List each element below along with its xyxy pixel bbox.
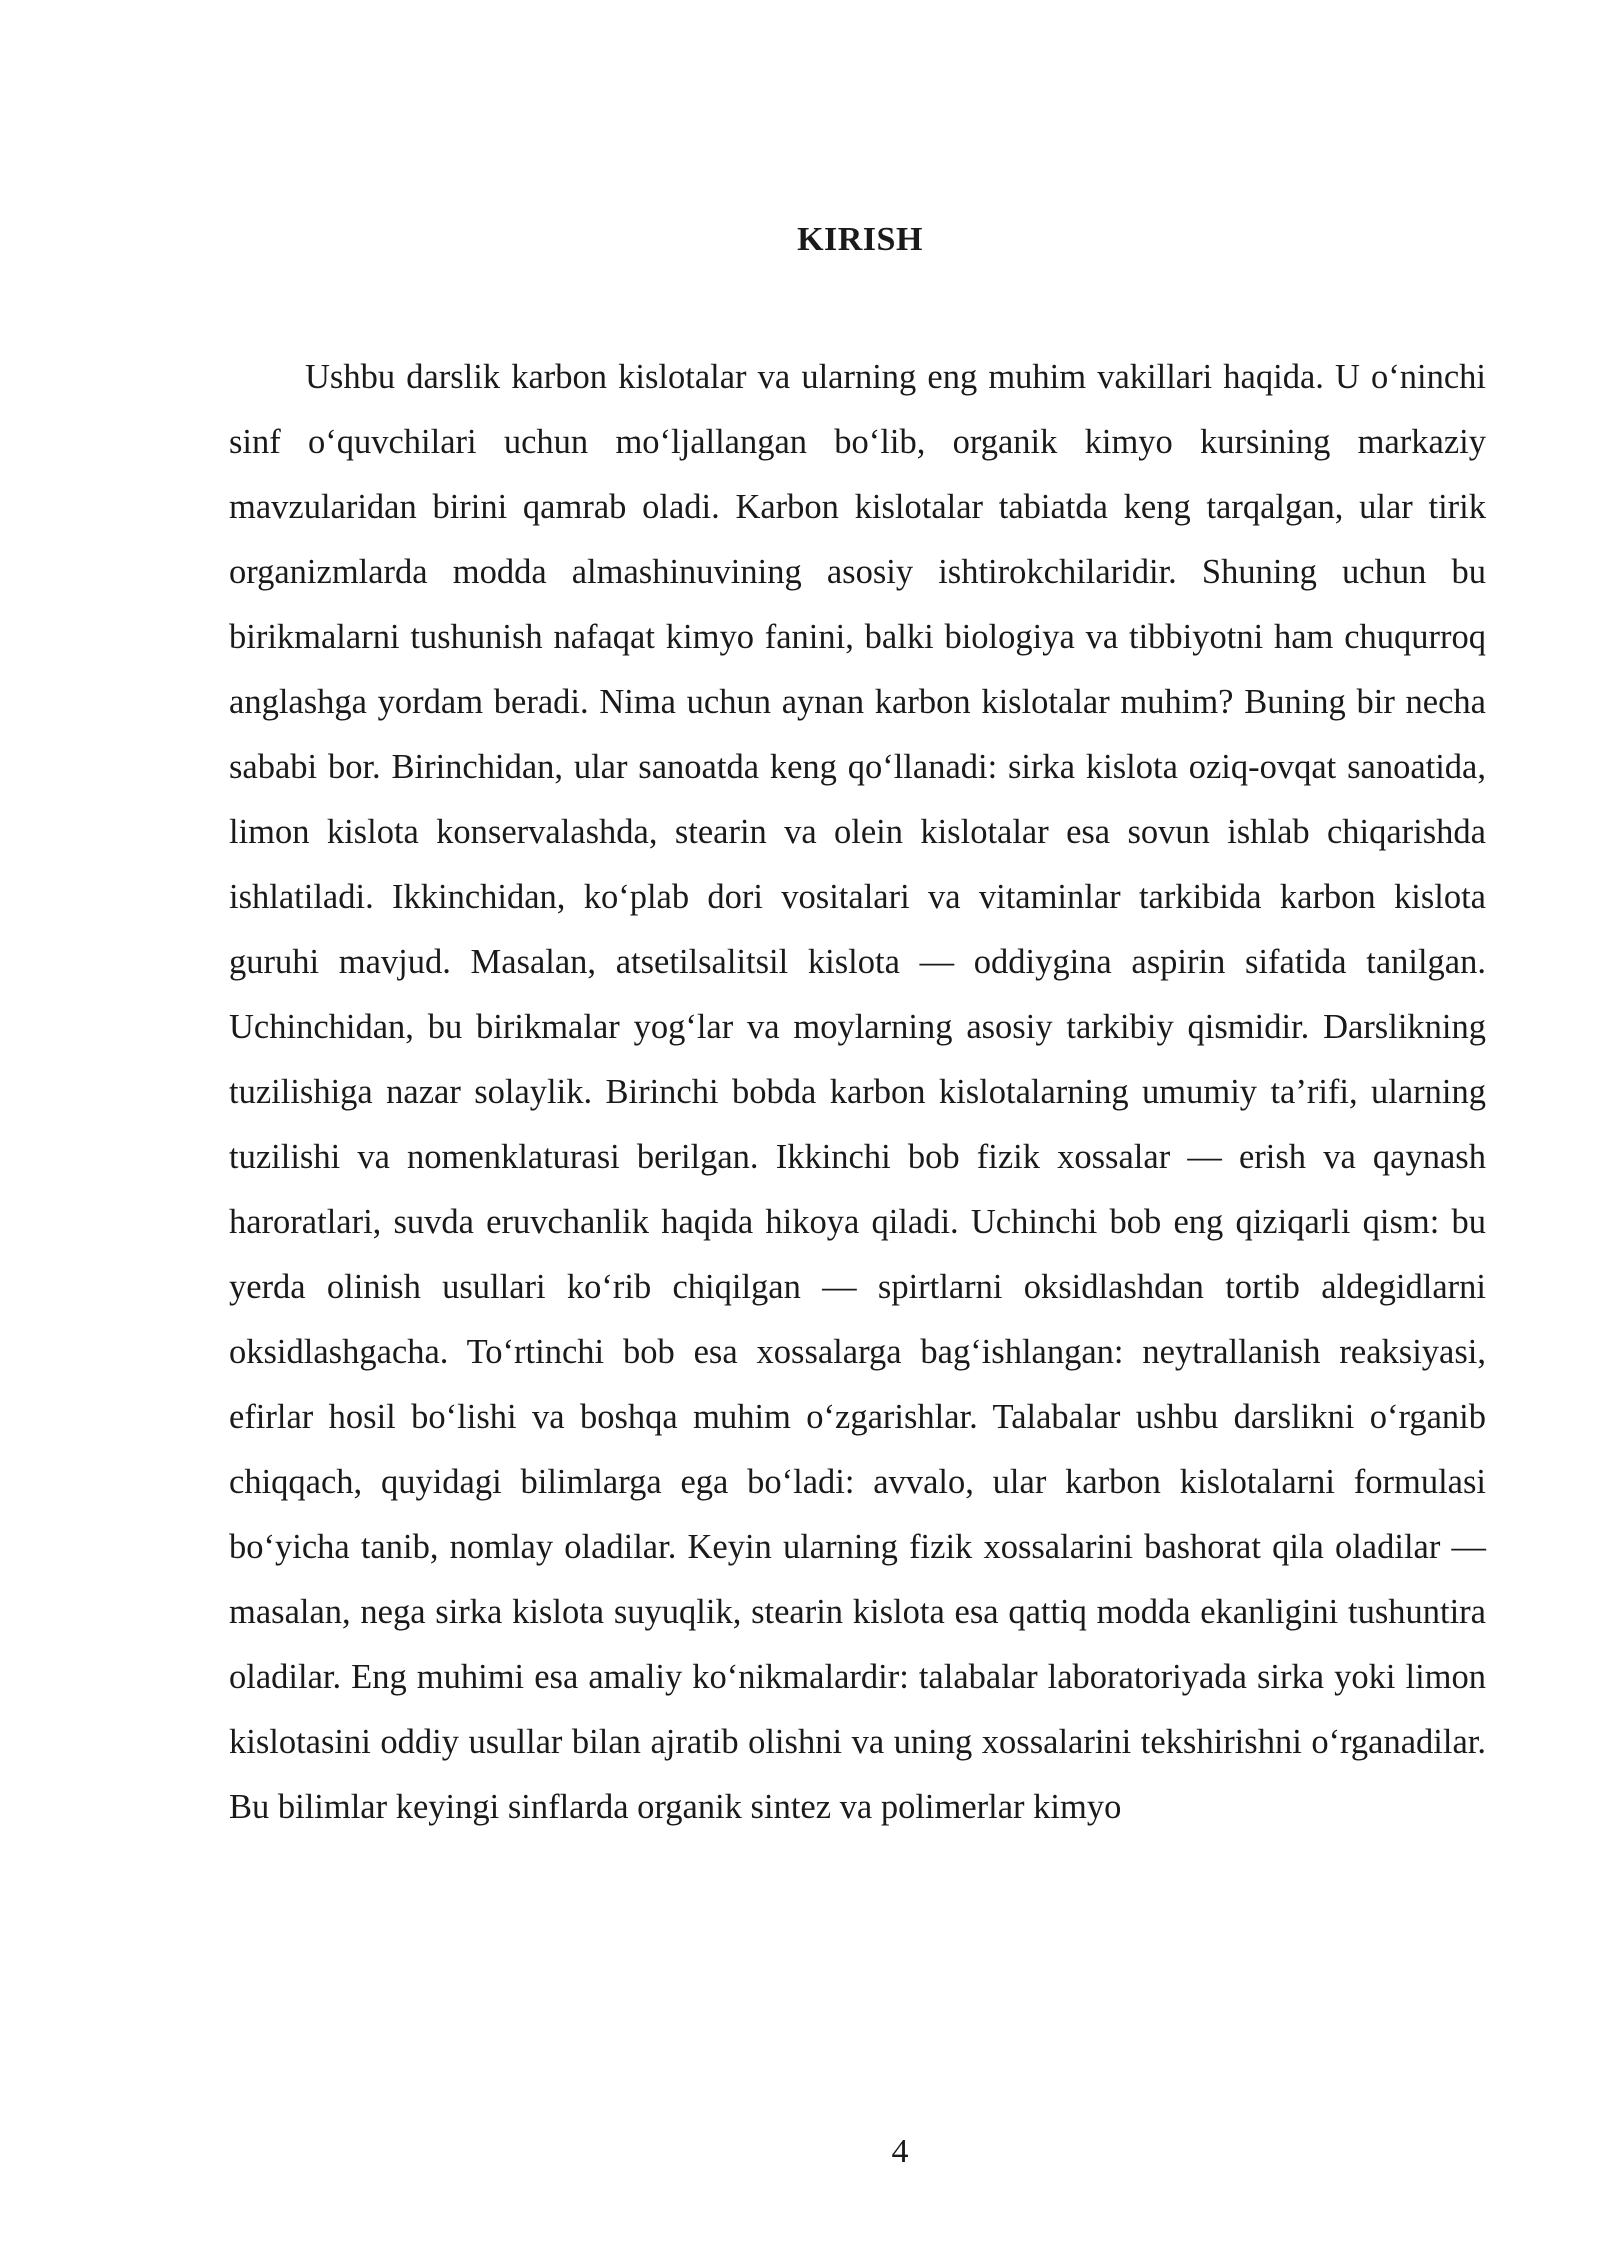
page-number: 4 (891, 2133, 909, 2170)
page-title: KIRISH (797, 221, 923, 258)
body-paragraph: Ushbu darslik karbon kislotalar va ularning eng muhim vakillari haqida. U o‘ninchi sinf o‘quvchilari uchun mo‘ljallangan bo‘lib, organik kimyo kursining markaziy mavzularidan birini qamrab oladi. Karbon kislotalar tabiatda keng tarqalgan, ular tirik organizmlarda modda almashinuvining asosiy ishtirokchilaridir. Shuning uchun bu birikmalarni tushunish nafaqat kimyo fanini, balki biologiya va tibbiyotni ham chuqurroq anglashga yordam beradi. Nima uchun aynan karbon kislotalar muhim? Buning bir necha sababi bor. Birinchidan, ular sanoatda keng qo‘llanadi: sirka kislota oziq-ovqat sanoatida, limon kislota konservalashda, stearin va olein kislotalar esa sovun ishlab chiqarishda ishlatiladi. Ikkinchidan, ko‘plab dori vositalari va vitaminlar tarkibida karbon kislota guruhi mavjud. Masalan, atsetilsalitsil kislota — oddiygina aspirin sifatida tanilgan. Uchinchidan, bu birikmalar yog‘lar va moylarning asosiy tarkibiy qismidir. Darslikning tuzilishiga nazar solaylik. Birinchi bobda karbon kislotalarning umumiy ta’rifi, ularning tuzilishi va nomenklaturasi berilgan. Ikkinchi bob fizik xossalar — erish va qaynash haroratlari, suvda eruvchanlik haqida hikoya qiladi. Uchinchi bob eng qiziqarli qism: bu yerda olinish usullari ko‘rib chiqilgan — spirtlarni oksidlashdan tortib aldegidlarni oksidlashgacha. To‘rtinchi bob esa xossalarga bag‘ishlangan: neytrallanish reaksiyasi, efirlar hosil bo‘lishi va boshqa muhim o‘zgarishlar. Talabalar ushbu darslikni o‘rganib chiqqach, quyidagi bilimlarga ega bo‘ladi: avvalo, ular karbon kislotalarni formulasi bo‘yicha tanib, nomlay oladilar. Keyin ularning fizik xossalarini bashorat qila oladilar — masalan, nega sirka kislota suyuqlik, stearin kislota esa qattiq modda ekanligini tushuntira oladilar. Eng muhimi esa amaliy ko‘nikmalardir: talabalar laboratoriyada sirka yoki limon kislotasini oddiy usullar bilan ajratib olishni va uning xossalarini tekshirishni o‘rganadilar. Bu bilimlar keyingi sinflarda organik sintez va polimerlar kimyo (229, 358, 1486, 1826)
